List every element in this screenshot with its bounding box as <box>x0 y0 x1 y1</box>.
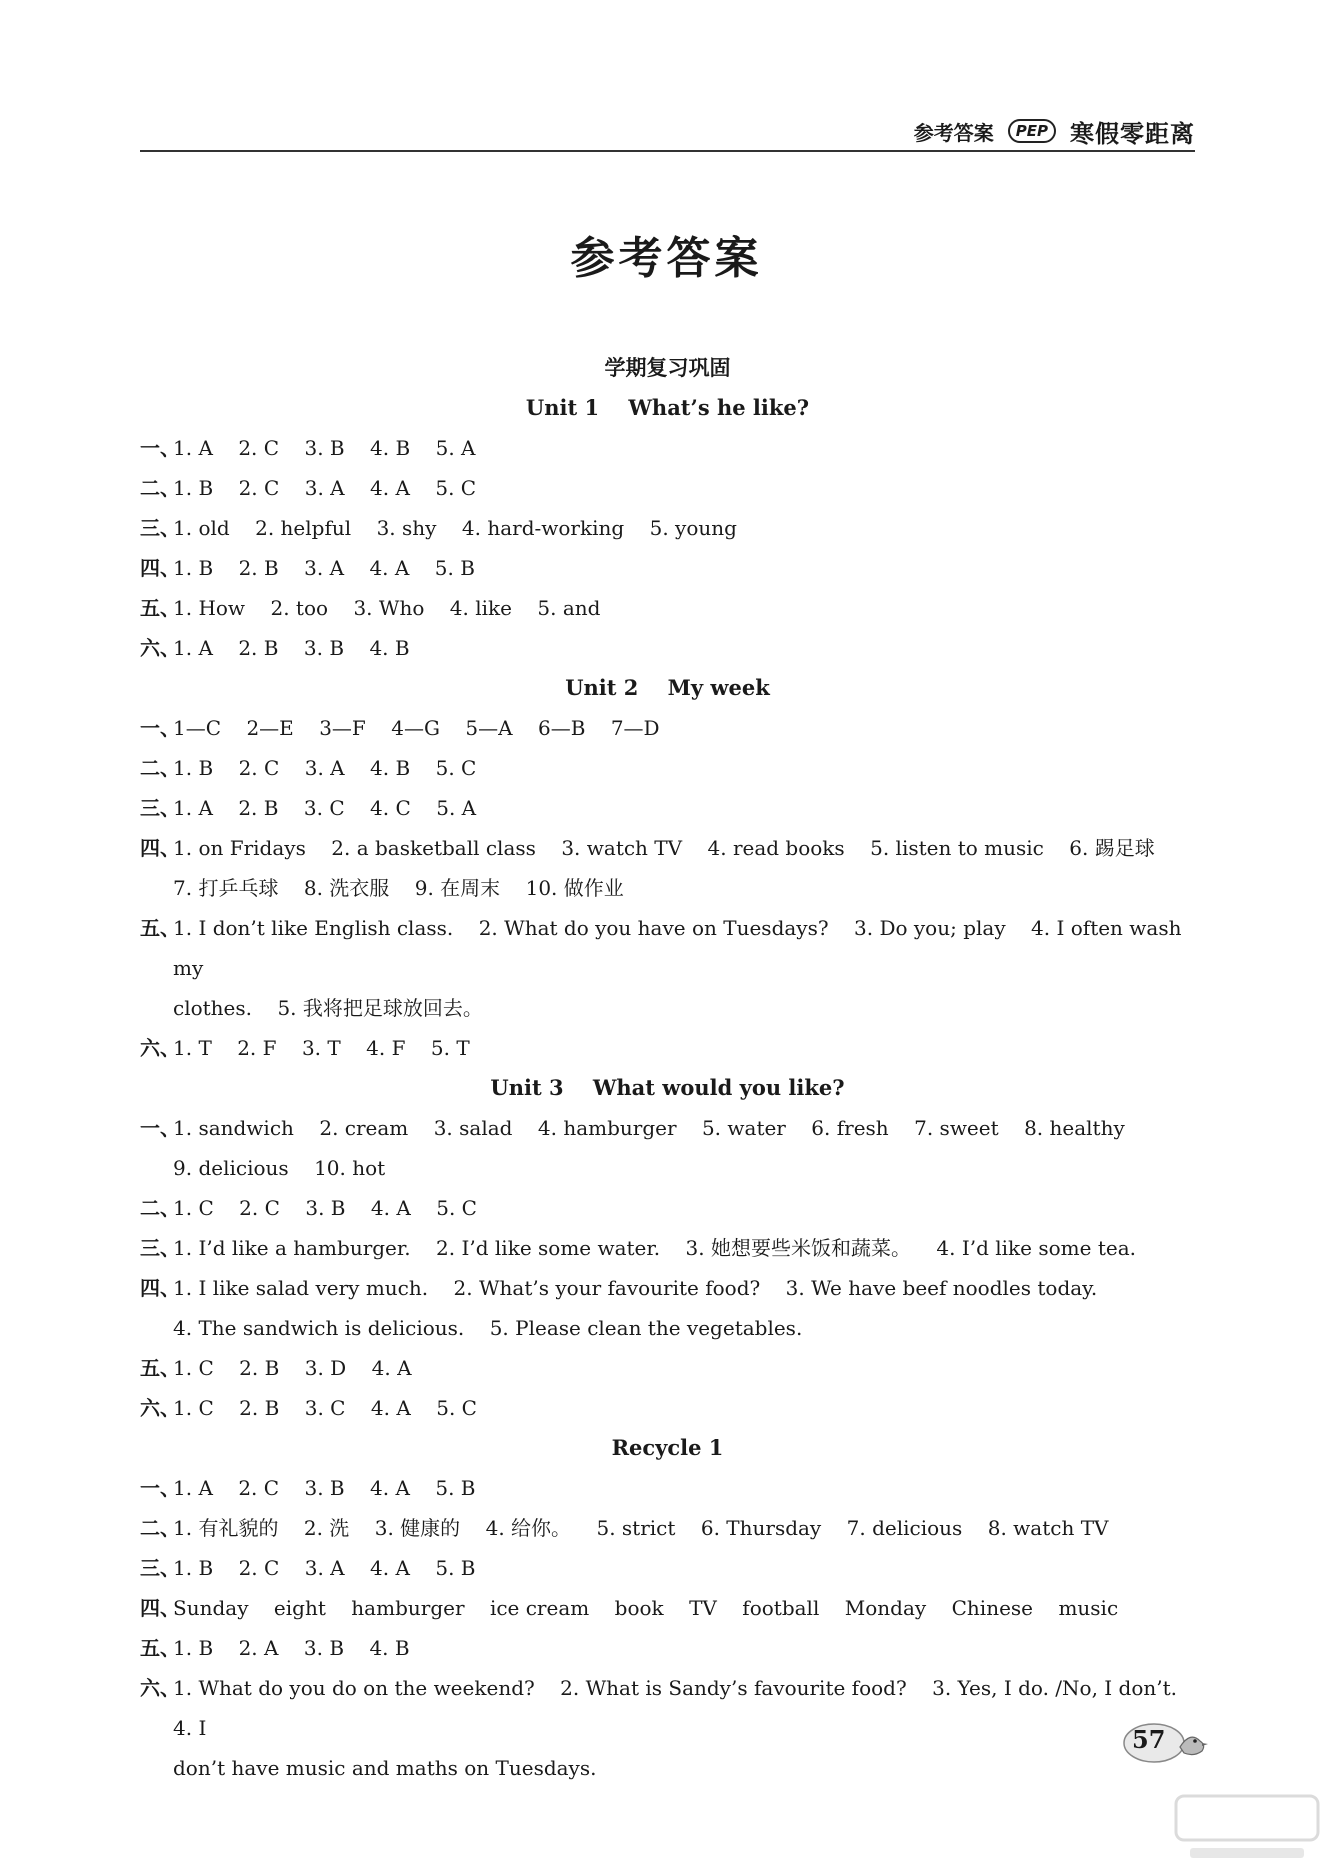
answer-text: 1. B 2. C 3. A 4. B 5. C <box>173 756 477 780</box>
question-label: 一、 <box>140 716 180 740</box>
question-label: 四、 <box>140 836 180 860</box>
question-label: 三、 <box>140 516 180 540</box>
page-header <box>140 112 1195 156</box>
answer-text: 1. A 2. B 3. C 4. C 5. A <box>173 796 477 820</box>
question-label: 一、 <box>140 1116 180 1140</box>
answer-row <box>140 1508 1195 1548</box>
question-label: 六、 <box>140 1036 180 1060</box>
question-label: 五、 <box>140 596 180 620</box>
answer-text: 1. C 2. C 3. B 4. A 5. C <box>173 1196 477 1220</box>
answer-row <box>140 1028 1195 1068</box>
answer-row <box>140 908 1195 988</box>
page-title: 参考答案 <box>570 233 763 284</box>
answer-content <box>140 348 1203 1788</box>
question-label: 一、 <box>140 1476 180 1500</box>
header-label: 参考答案 <box>913 120 994 145</box>
question-label: 六、 <box>140 1676 180 1700</box>
answer-text: 1. on Fridays 2. a basketball class 3. watch TV 4. read books 5. listen to music 6. 踢足球 <box>173 836 1155 860</box>
answer-text: 1. A 2. B 3. B 4. B <box>173 636 410 660</box>
question-label: 二、 <box>140 476 180 500</box>
answer-text: 1—C 2—E 3—F 4—G 5—A 6—B 7—D <box>173 716 660 740</box>
answer-text: 1. T 2. F 3. T 4. F 5. T <box>173 1036 470 1060</box>
answer-text: 1. I’d like a hamburger. 2. I’d like some water. 3. 她想要些米饭和蔬菜。 4. I’d like some tea. <box>173 1236 1136 1260</box>
answer-text: 1. B 2. C 3. A 4. A 5. B <box>173 1556 476 1580</box>
watermark-icon <box>1172 1790 1322 1865</box>
answer-row <box>140 748 1195 788</box>
answer-row <box>140 588 1195 628</box>
answer-continuation: 7. 打乒乓球 8. 洗衣服 9. 在周末 10. 做作业 <box>173 876 624 900</box>
answer-row <box>140 508 1195 548</box>
question-label: 六、 <box>140 1396 180 1420</box>
answer-row <box>140 1188 1195 1228</box>
answer-row <box>140 628 1195 668</box>
question-label: 四、 <box>140 1276 180 1300</box>
answer-text: 1. A 2. C 3. B 4. A 5. B <box>173 1476 476 1500</box>
answer-continuation: clothes. 5. 我将把足球放回去。 <box>173 996 483 1020</box>
answer-text: 1. I like salad very much. 2. What’s your favourite food? 3. We have beef noodles today. <box>173 1276 1098 1300</box>
answer-row <box>140 1348 1195 1388</box>
answer-row <box>140 1588 1195 1628</box>
question-label: 二、 <box>140 756 180 780</box>
answer-text: 1. sandwich 2. cream 3. salad 4. hamburger 5. water 6. fresh 7. sweet 8. healthy <box>173 1116 1125 1140</box>
answer-continuation: 9. delicious 10. hot <box>173 1156 386 1180</box>
question-label: 五、 <box>140 1636 180 1660</box>
question-label: 四、 <box>140 556 180 580</box>
answer-continuation: don’t have music and maths on Tuesdays. <box>173 1756 597 1780</box>
unit-title: Unit 2 My week <box>565 675 770 700</box>
page-number: 57 <box>1132 1725 1166 1754</box>
answer-text: 1. B 2. B 3. A 4. A 5. B <box>173 556 475 580</box>
header-branding <box>914 112 1195 150</box>
answer-text: 1. B 2. A 3. B 4. B <box>173 1636 410 1660</box>
unit-title: Recycle 1 <box>611 1435 724 1460</box>
answer-text: 1. C 2. B 3. C 4. A 5. C <box>173 1396 477 1420</box>
answer-row <box>140 1228 1195 1268</box>
question-label: 一、 <box>140 436 180 460</box>
question-label: 四、 <box>140 1596 180 1620</box>
question-label: 五、 <box>140 916 180 940</box>
answer-text: 1. What do you do on the weekend? 2. What is Sandy’s favourite food? 3. Yes, I do. /No, I don’t. 4. I <box>173 1676 1203 1740</box>
answer-row <box>140 1268 1195 1308</box>
answer-text: 1. A 2. C 3. B 4. B 5. A <box>173 436 476 460</box>
question-label: 三、 <box>140 1236 180 1260</box>
section-heading: 学期复习巩固 <box>604 355 731 380</box>
answer-row <box>140 708 1195 748</box>
pep-badge: PEP <box>1008 119 1056 143</box>
answer-row <box>140 548 1195 588</box>
page-number-badge <box>1118 1717 1210 1769</box>
question-label: 二、 <box>140 1516 180 1540</box>
answer-row <box>140 428 1195 468</box>
unit-title: Unit 1 What’s he like? <box>525 395 810 420</box>
answer-row <box>140 1388 1195 1428</box>
answer-text: 1. 有礼貌的 2. 洗 3. 健康的 4. 给你。 5. strict 6. Thursday 7. delicious 8. watch TV <box>173 1516 1109 1540</box>
answer-row <box>140 1668 1203 1748</box>
answer-row <box>140 1108 1195 1148</box>
answer-continuation: 4. The sandwich is delicious. 5. Please clean the vegetables. <box>173 1316 803 1340</box>
answer-row <box>140 468 1195 508</box>
question-label: 二、 <box>140 1196 180 1220</box>
question-label: 六、 <box>140 636 180 660</box>
answer-text: 1. How 2. too 3. Who 4. like 5. and <box>173 596 601 620</box>
answer-text: Sunday eight hamburger ice cream book TV football Monday Chinese music <box>173 1596 1119 1620</box>
question-label: 三、 <box>140 1556 180 1580</box>
answer-row <box>140 1548 1195 1588</box>
answer-row <box>140 1468 1195 1508</box>
header-rule <box>140 150 1195 152</box>
answer-text: 1. C 2. B 3. D 4. A <box>173 1356 412 1380</box>
question-label: 五、 <box>140 1356 180 1380</box>
answer-row <box>140 828 1195 868</box>
answer-text: 1. B 2. C 3. A 4. A 5. C <box>173 476 477 500</box>
unit-title: Unit 3 What would you like? <box>490 1075 845 1100</box>
question-label: 三、 <box>140 796 180 820</box>
brand-logo: 寒假零距离 <box>1070 119 1195 148</box>
answer-text: 1. old 2. helpful 3. shy 4. hard-working 5. young <box>173 516 737 540</box>
answer-row <box>140 1628 1195 1668</box>
answer-text: 1. I don’t like English class. 2. What do you have on Tuesdays? 3. Do you; play 4. I often wash my <box>173 916 1188 980</box>
answer-row <box>140 788 1195 828</box>
